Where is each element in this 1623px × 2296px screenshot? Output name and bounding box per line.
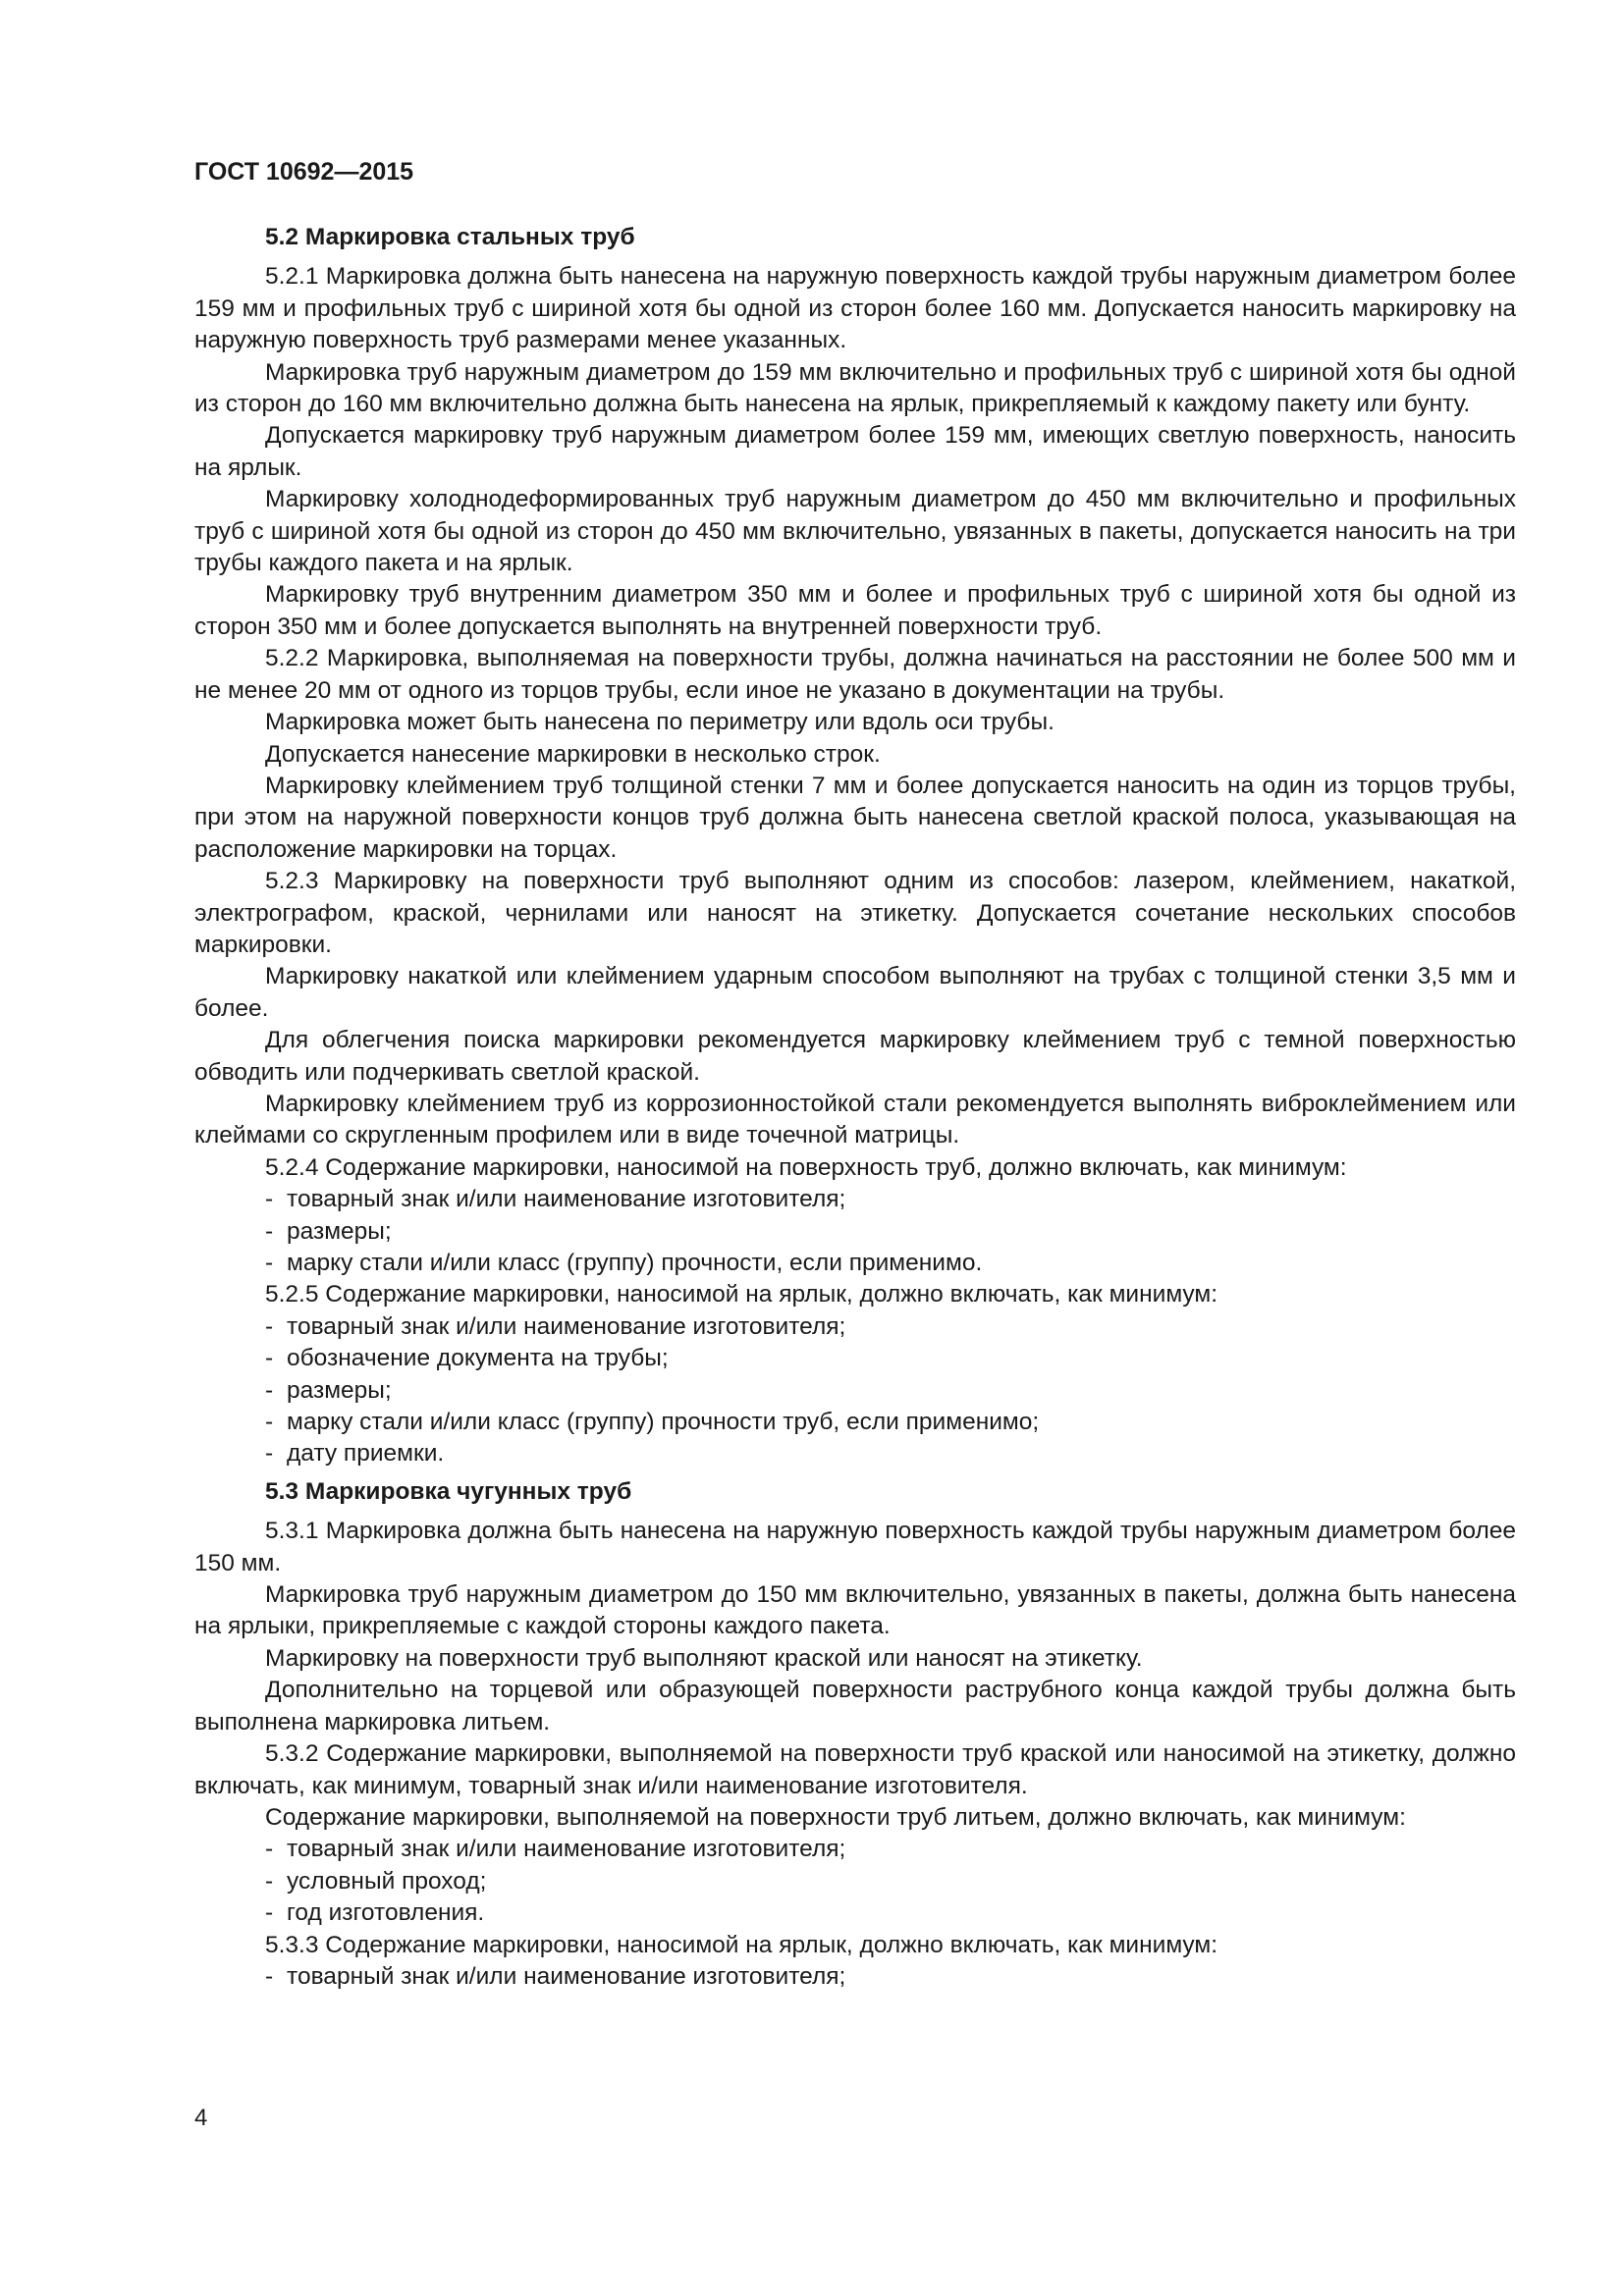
paragraph: Маркировку на поверхности труб выполняют краской или наносят на этикетку. [265,1644,1143,1672]
list-item [194,1834,1516,1865]
paragraph: Маркировку клеймением труб толщиной стенки 7 мм и более допускается наносить на один из торцов трубы, при этом на наружной поверхности концов труб должна быть нанесена светлой краской полоса, указывающая на расположение маркировки на торцах. [194,772,1516,863]
list-item-text: год изготовления. [287,1899,485,1927]
list-item-text: марку стали и/или класс (группу) прочности, если применимо. [287,1250,983,1276]
list-dash: - [265,1867,274,1895]
paragraph: 5.2.4 Содержание маркировки, наносимой на поверхность труб, должно включать, как минимум: [265,1153,1347,1181]
document-body [194,222,1516,1993]
list-item-text: дату приемки. [287,1440,445,1468]
bullet-list [194,1961,1516,1993]
list-item-text: размеры; [287,1217,392,1245]
list-item-text: товарный знак и/или наименование изготовителя; [287,1962,846,1990]
list-item-text: товарный знак и/или наименование изготовителя; [287,1186,846,1213]
document-code-header: ГОСТ 10692—2015 [194,158,414,186]
list-dash: - [265,1899,274,1927]
list-item [194,1866,1516,1897]
list-item-text: размеры; [287,1376,392,1404]
paragraph: Маркировку накаткой или клеймением ударным способом выполняют на трубах с толщиной стенки 3,5 мм и более. [194,963,1516,1022]
list-dash: - [265,1186,274,1213]
paragraph: 5.3.3 Содержание маркировки, наносимой на ярлык, должно включать, как минимум: [265,1931,1218,1958]
list-dash: - [265,1962,274,1990]
paragraph: Маркировку клеймением труб из коррозионностойкой стали рекомендуется выполнять виброклеймением или клеймами со скругленным профилем или в виде точечной матрицы. [194,1090,1516,1149]
bullet-list [194,1834,1516,1929]
paragraph: Маркировка может быть нанесена по периметру или вдоль оси трубы. [265,709,1055,736]
list-item-text: товарный знак и/или наименование изготовителя; [287,1836,846,1863]
paragraph: Дополнительно на торцевой или образующей поверхности раструбного конца каждой трубы должна быть выполнена маркировка литьем. [194,1677,1516,1735]
list-item [194,1897,1516,1929]
paragraph: 5.2.5 Содержание маркировки, наносимой на ярлык, должно включать, как минимум: [265,1281,1218,1308]
list-item [194,1407,1516,1438]
bullet-list [194,1184,1516,1279]
list-item [194,1311,1516,1343]
paragraph: 5.3.2 Содержание маркировки, выполняемой на поверхности труб краской или наносимой на этикетку, должно включать, как минимум, товарный знак и/или наименование изготовителя. [194,1740,1516,1799]
list-item-text: марку стали и/или класс (группу) прочности труб, если применимо; [287,1409,1040,1436]
list-dash: - [265,1440,274,1468]
page-number: 4 [194,2105,208,2131]
paragraph: Маркировку труб внутренним диаметром 350 мм и более и профильных труб с шириной хотя бы одной из сторон 350 мм и более допускается выполнять на внутренней поверхности труб. [194,581,1516,640]
paragraph: Маркировку холоднодеформированных труб наружным диаметром до 450 мм включительно и профильных труб с шириной хотя бы одной из сторон до 450 мм включительно, увязанных в пакеты, допускается наносить на три трубы каждого пакета и на ярлык. [194,486,1516,577]
paragraph: Маркировка труб наружным диаметром до 150 мм включительно, увязанных в пакеты, должна быть нанесена на ярлыки, прикрепляемые с каждой стороны каждого пакета. [194,1581,1516,1640]
paragraph: Допускается нанесение маркировки в несколько строк. [265,740,881,768]
list-dash: - [265,1376,274,1404]
paragraph: Маркировка труб наружным диаметром до 159 мм включительно и профильных труб с шириной хотя бы одной из сторон до 160 мм включительно должна быть нанесена на ярлык, прикрепляемый к каждому пакету или бунту. [194,358,1516,418]
paragraph: Допускается маркировку труб наружным диаметром более 159 мм, имеющих светлую поверхность, наносить на ярлык. [194,422,1516,481]
paragraph: Для облегчения поиска маркировки рекомендуется маркировку клеймением труб с темной поверхностью обводить или подчеркивать светлой краской. [194,1027,1516,1086]
list-item-text: товарный знак и/или наименование изготовителя; [287,1312,846,1340]
list-item-text: обозначение документа на трубы; [287,1345,669,1372]
list-item [194,1216,1516,1248]
list-item [194,1961,1516,1993]
list-dash: - [265,1312,274,1340]
list-item [194,1375,1516,1407]
paragraph: Содержание маркировки, выполняемой на поверхности труб литьем, должно включать, как минимум: [265,1803,1406,1831]
list-dash: - [265,1217,274,1245]
paragraph: 5.2.2 Маркировка, выполняемая на поверхности трубы, должна начинаться на расстоянии не более 500 мм и не менее 20 мм от одного из торцов трубы, если иное не указано в документации на трубы. [194,645,1516,704]
list-item [194,1343,1516,1374]
paragraph: 5.2.3 Маркировку на поверхности труб выполняют одним из способов: лазером, клеймением, накаткой, электрографом, краской, чернилами или наносят на этикетку. Допускается сочетание нескольких способов маркировки. [194,868,1516,958]
paragraph: 5.2.1 Маркировка должна быть нанесена на наружную поверхность каждой трубы наружным диаметром более 159 мм и профильных труб с шириной хотя бы одной из сторон более 160 мм. Допускается наносить маркировку на наружную поверхность труб размерами менее указанных. [194,263,1516,354]
list-dash: - [265,1409,274,1436]
list-dash: - [265,1345,274,1372]
list-item [194,1184,1516,1215]
document-page [194,157,1516,1993]
list-item-text: условный проход; [287,1867,487,1895]
bullet-list [194,1311,1516,1470]
section-heading-5-2: 5.2 Маркировка стальных труб [265,224,635,250]
list-item [194,1248,1516,1279]
list-dash: - [265,1250,274,1276]
list-dash: - [265,1836,274,1863]
paragraph: 5.3.1 Маркировка должна быть нанесена на наружную поверхность каждой трубы наружным диаметром более 150 мм. [194,1518,1516,1576]
section-heading-5-3: 5.3 Маркировка чугунных труб [265,1477,632,1505]
list-item [194,1438,1516,1469]
